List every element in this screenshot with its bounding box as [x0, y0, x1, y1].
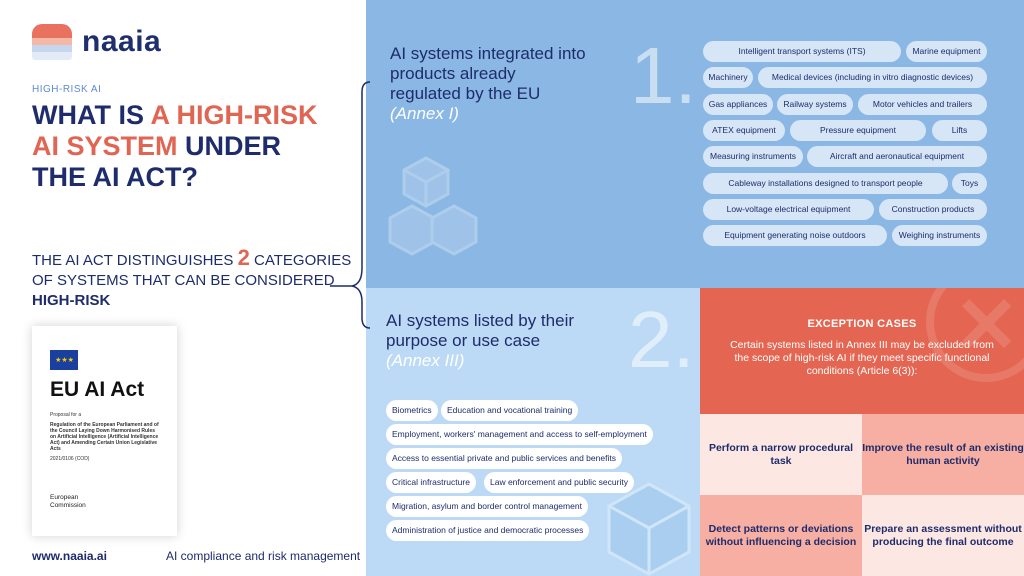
publisher-line: European	[50, 494, 79, 501]
list-item: Railway systems	[777, 94, 853, 115]
list-item: Lifts	[932, 120, 987, 141]
title-part: THE AI ACT?	[32, 162, 198, 192]
eyebrow: HIGH-RISK AI	[32, 84, 102, 95]
list-item: Law enforcement and public security	[484, 472, 634, 493]
list-item: Equipment generating noise outdoors	[703, 225, 887, 246]
list-item: Pressure equipment	[790, 120, 926, 141]
lede-part: CATEGORIES OF SYSTEMS THAT CAN BE CONSIDERED	[32, 252, 352, 289]
section2-annex: (Annex III)	[386, 351, 465, 370]
list-item: Low-voltage electrical equipment	[703, 199, 874, 220]
lede-part: THE AI ACT DISTINGUISHES	[32, 252, 238, 269]
exception-condition: Perform a narrow procedural task	[700, 414, 862, 495]
section2-title	[386, 311, 606, 371]
list-item: Medical devices (including in vitro diagnostic devices)	[758, 67, 987, 88]
eu-flag-icon: ★ ★ ★	[50, 350, 78, 370]
brand-name: naaia	[82, 25, 162, 58]
list-item: Gas appliances	[703, 94, 773, 115]
exception-condition: Prepare an assessment without producing the final outcome	[862, 495, 1024, 576]
exception-title: EXCEPTION CASES	[807, 318, 917, 330]
title-part: UNDER	[177, 131, 282, 161]
list-item: Administration of justice and democratic processes	[386, 520, 589, 541]
section1-title	[390, 44, 590, 124]
brand-logo[interactable]	[32, 24, 161, 60]
list-item: ATEX equipment	[703, 120, 785, 141]
lede-text	[32, 245, 352, 311]
logo-icon	[32, 24, 72, 60]
list-item: Critical infrastructure	[386, 472, 476, 493]
book-line: Regulation of the European Parliament and of the Council Laying Down Harmonised Rules on Artificial Intelligence (Artificial Intelligence Act) and Amending Certain Union Legislative Acts	[50, 422, 159, 452]
publisher-line: Commission	[50, 502, 86, 509]
section2-number: 2.	[628, 295, 695, 384]
list-item: Construction products	[879, 199, 987, 220]
section1-annex: (Annex I)	[390, 104, 459, 123]
book-line: 2021/0106 (COD)	[50, 456, 90, 462]
eu-ai-act-cover	[32, 326, 177, 536]
exception-condition: Detect patterns or deviations without influencing a decision	[700, 495, 862, 576]
x-icon: ✕	[954, 288, 1020, 369]
list-item: Education and vocational training	[441, 400, 578, 421]
list-item: Weighing instruments	[892, 225, 987, 246]
list-item: Marine equipment	[906, 41, 987, 62]
title-highlight: AI SYSTEM	[32, 131, 178, 161]
list-item: Measuring instruments	[703, 146, 803, 167]
list-item: Machinery	[703, 67, 753, 88]
left-panel	[0, 0, 366, 576]
title-part: WHAT IS	[32, 100, 151, 130]
tagline: AI compliance and risk management	[166, 549, 361, 563]
exception-condition: Improve the result of an existing human activity	[862, 414, 1024, 495]
exception-panel	[700, 288, 1024, 414]
list-item: Toys	[952, 173, 987, 194]
list-item: Cableway installations designed to transport people	[703, 173, 948, 194]
section1-title-text: AI systems integrated into products already regulated by the EU	[390, 44, 586, 103]
list-item: Aircraft and aeronautical equipment	[807, 146, 987, 167]
list-item: Intelligent transport systems (ITS)	[703, 41, 901, 62]
website-link[interactable]: www.naaia.ai	[32, 549, 107, 563]
list-item: Migration, asylum and border control management	[386, 496, 588, 517]
section1-number: 1.	[630, 31, 697, 120]
list-item: Motor vehicles and trailers	[858, 94, 987, 115]
exception-text: Certain systems listed in Annex III may be excluded from the scope of high-risk AI if they meet specific functional conditions (Article 6(3)):	[730, 339, 994, 377]
brace-connector	[322, 80, 372, 330]
list-item: Biometrics	[386, 400, 438, 421]
book-title: EU AI Act	[50, 378, 145, 401]
list-item: Access to essential private and public services and benefits	[386, 448, 622, 469]
title-highlight: A HIGH-RISK	[150, 100, 318, 130]
book-line: Proposal for a	[50, 412, 82, 418]
lede-number: 2	[237, 245, 250, 270]
book-publisher	[50, 494, 86, 510]
section2-title-text: AI systems listed by their purpose or use case	[386, 311, 575, 350]
lede-bold: HIGH-RISK	[32, 292, 111, 309]
page-title	[32, 100, 352, 193]
list-item: Employment, workers' management and access to self-employment	[386, 424, 653, 445]
cubes-icon	[386, 148, 516, 278]
